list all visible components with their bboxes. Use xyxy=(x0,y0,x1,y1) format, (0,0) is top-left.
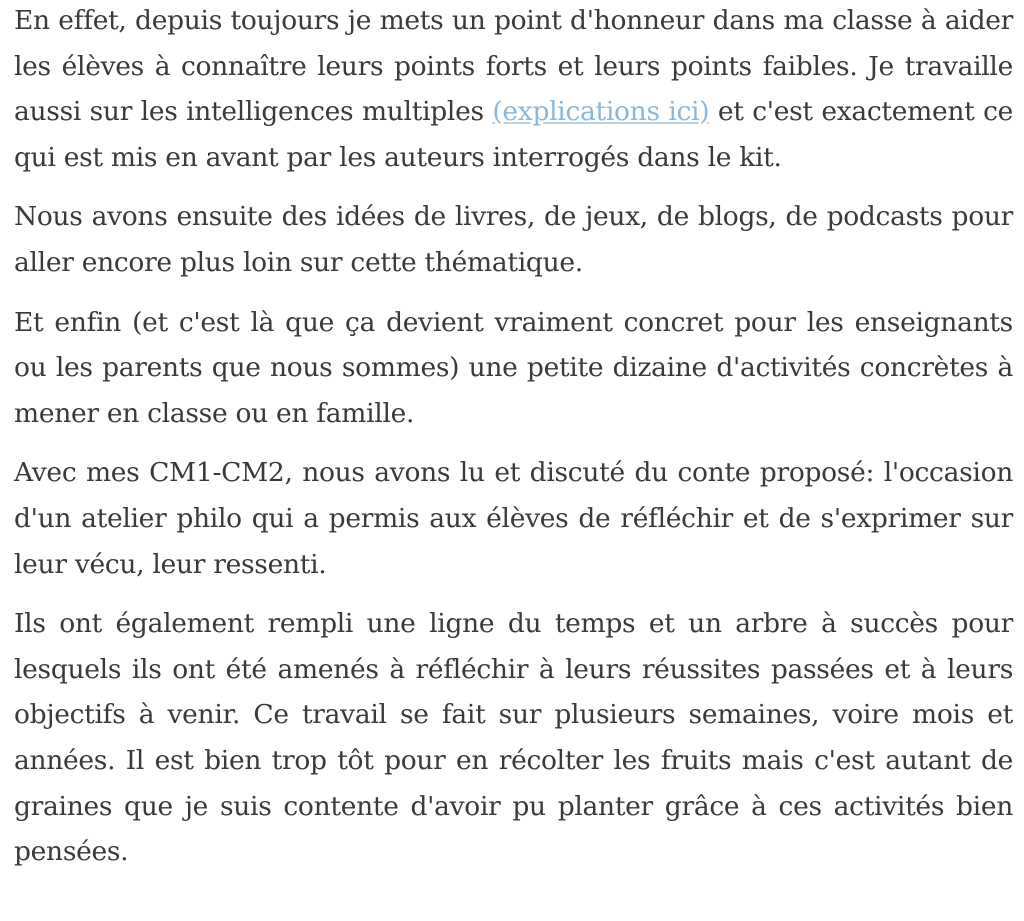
article-body xyxy=(14,0,1013,889)
paragraph-activities: Et enfin (et c'est là que ça devient vraiment concret pour les enseignants ou les parents que nous sommes) une petite dizaine d'activités concrètes à mener en classe ou en famille. xyxy=(14,306,1013,429)
explications-link[interactable]: (explications ici) xyxy=(492,96,710,128)
paragraph-intelligences xyxy=(14,0,1013,180)
paragraph-resources: Nous avons ensuite des idées de livres, de jeux, de blogs, de podcasts pour aller encore plus loin sur cette thématique. xyxy=(14,201,1013,278)
paragraph-1-text-start: En effet, depuis toujours je mets un point d'honneur dans ma classe à aider les élèves à connaître leurs points forts et leurs points faibles. Je travaille aussi sur les intelligences multiples xyxy=(14,5,1013,128)
paragraph-timeline: Ils ont également rempli une ligne du temps et un arbre à succès pour lesquels ils ont été amenés à réfléchir à leurs réussites passées et à leurs objectifs à venir. Ce travail se fait sur plusieurs semaines, voire mois et années. Il est bien trop tôt pour en récolter les fruits mais c'est autant de graines que je suis contente d'avoir pu planter grâce à ces activités bien pensées. xyxy=(14,608,1013,868)
paragraph-cm1-cm2: Avec mes CM1-CM2, nous avons lu et discuté du conte proposé: l'occasion d'un atelier philo qui a permis aux élèves de réfléchir et de s'exprimer sur leur vécu, leur ressenti. xyxy=(14,457,1013,580)
paragraph-1-text-end: et c'est exactement ce qui est mis en avant par les auteurs interrogés dans le kit. xyxy=(14,96,1014,173)
